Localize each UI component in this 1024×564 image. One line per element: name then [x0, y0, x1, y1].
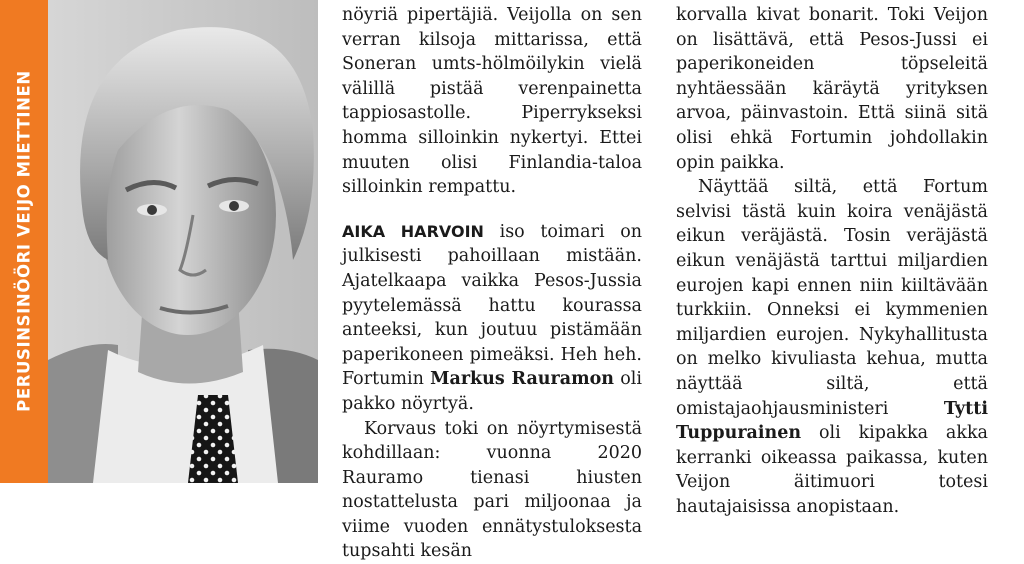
kicker-text: AIKA HARVOIN	[342, 222, 484, 241]
person-name: Tytti Tuppurainen	[676, 399, 988, 444]
body-text: Näyttää siltä, että Fortum selvisi tästä kuin koira venäjästä eikun veräjästä. Tosin veräjästä eikun venäjästä tarttui miljardien eurojen kapi ennen niin kiiltävään turkkiin. Onneksi ei kymmenien miljardien eurojen. Nykyhallitusta on melko kivuliasta kehua, mutta näyttää siltä, että omistajaohjausministeri	[676, 177, 988, 418]
person-name: Markus Rauramon	[430, 369, 614, 389]
paragraph: nöyriä pipertäjiä. Veijolla on sen verran kilsoja mittarissa, että Soneran umts-hölmöilykin vielä välillä pistää verenpainetta tappiosastolle. Piperrykseksi homma silloinkin nykertyi. Ettei muuten olisi Finlandia-taloa silloinkin rempattu.	[342, 3, 642, 200]
body-text: oli pakko nöyrtyä.	[342, 369, 642, 414]
body-text: oli kipakka akka kerranki oikeassa paikassa, kuten Veijon äitimuori totesi hautajaisissa anopistaan.	[676, 423, 988, 517]
author-portrait-photo	[48, 0, 318, 483]
article-column-1	[342, 3, 642, 564]
paragraph	[342, 220, 642, 417]
author-side-band	[0, 0, 48, 483]
article-column-2	[676, 3, 988, 519]
body-text: iso toimari on julkisesti pahoillaan mistään. Ajatelkaapa vaikka Pesos-Jussia pyytelemässä hattu kourassa anteeksi, kun joutuu pistämään paperikoneen pimeäksi. Heh heh. Fortumin	[342, 222, 642, 390]
author-name-label: PERUSINSINÖÖRI VEIJO MIETTINEN	[15, 70, 34, 412]
paragraph	[676, 175, 988, 519]
paragraph: korvalla kivat bonarit. Toki Veijon on lisättävä, että Pesos-Jussi ei paperikoneiden töpseleitä nyhtäessään käräytä yrityksen arvoa, päinvastoin. Että siinä sitä olisi ehkä Fortumin johdollakin opin paikka.	[676, 3, 988, 175]
paragraph: Korvaus toki on nöyrtymisestä kohdillaan: vuonna 2020 Rauramo tienasi hiusten nostattelusta pari miljoonaa ja viime vuoden ennätystuloksesta tupsahti kesän	[342, 417, 642, 564]
